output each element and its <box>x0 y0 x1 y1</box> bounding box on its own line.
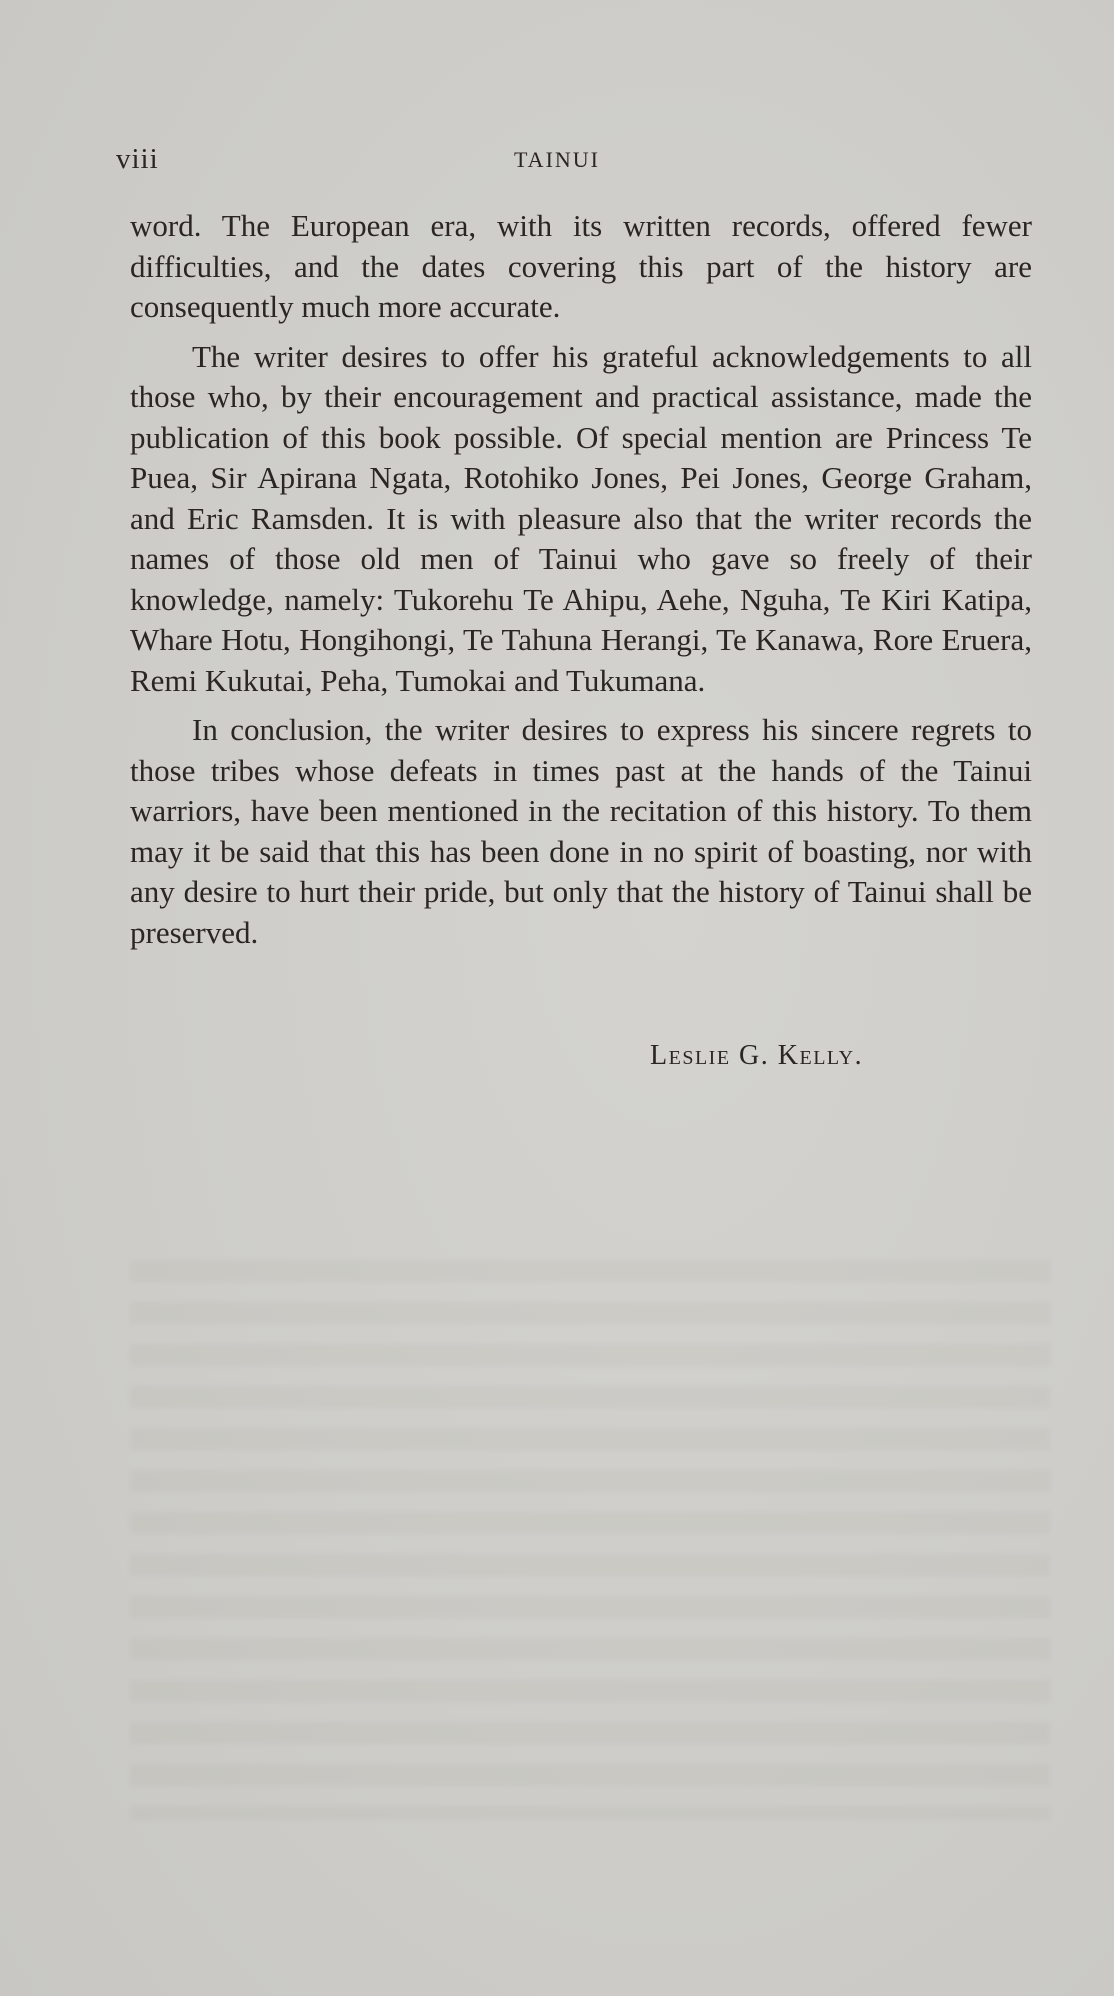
body-text <box>130 206 1032 953</box>
paragraph-continuation: word. The European era, with its written records, offered fewer difficulties, and the dates covering this part of the history are consequently much more accurate. <box>130 208 1032 324</box>
show-through-text <box>130 1260 1050 1820</box>
paragraph-conclusion: In conclusion, the writer desires to express his sincere regrets to those tribes whose defeats in times past at the hands of the Tainui warriors, have been mentioned in the recitation of this history. To them may it be said that this has been done in no spirit of boasting, nor with any desire to hurt their pride, but only that the history of Tainui shall be preserved. <box>130 712 1032 950</box>
paragraph-acknowledgements: The writer desires to offer his grateful acknowledgements to all those who, by their encouragement and practical assistance, made the publication of this book possible. Of special mention are Princess Te Puea, Sir Apirana Ngata, Rotohiko Jones, Pei Jones, George Graham, and Eric Ramsden. It is with pleasure also that the writer records the names of those old men of Tainui who gave so freely of their knowledge, namely: Tukorehu Te Ahipu, Aehe, Nguha, Te Kiri Katipa, Whare Hotu, Hongihongi, Te Tahuna Herangi, Te Kanawa, Rore Eruera, Remi Kukutai, Peha, Tumokai and Tukumana. <box>130 338 1032 698</box>
page-number: viii <box>116 143 159 175</box>
author-signature: Leslie G. Kelly. <box>650 1040 864 1071</box>
running-title: TAINUI <box>514 147 600 172</box>
running-head <box>0 143 1114 183</box>
